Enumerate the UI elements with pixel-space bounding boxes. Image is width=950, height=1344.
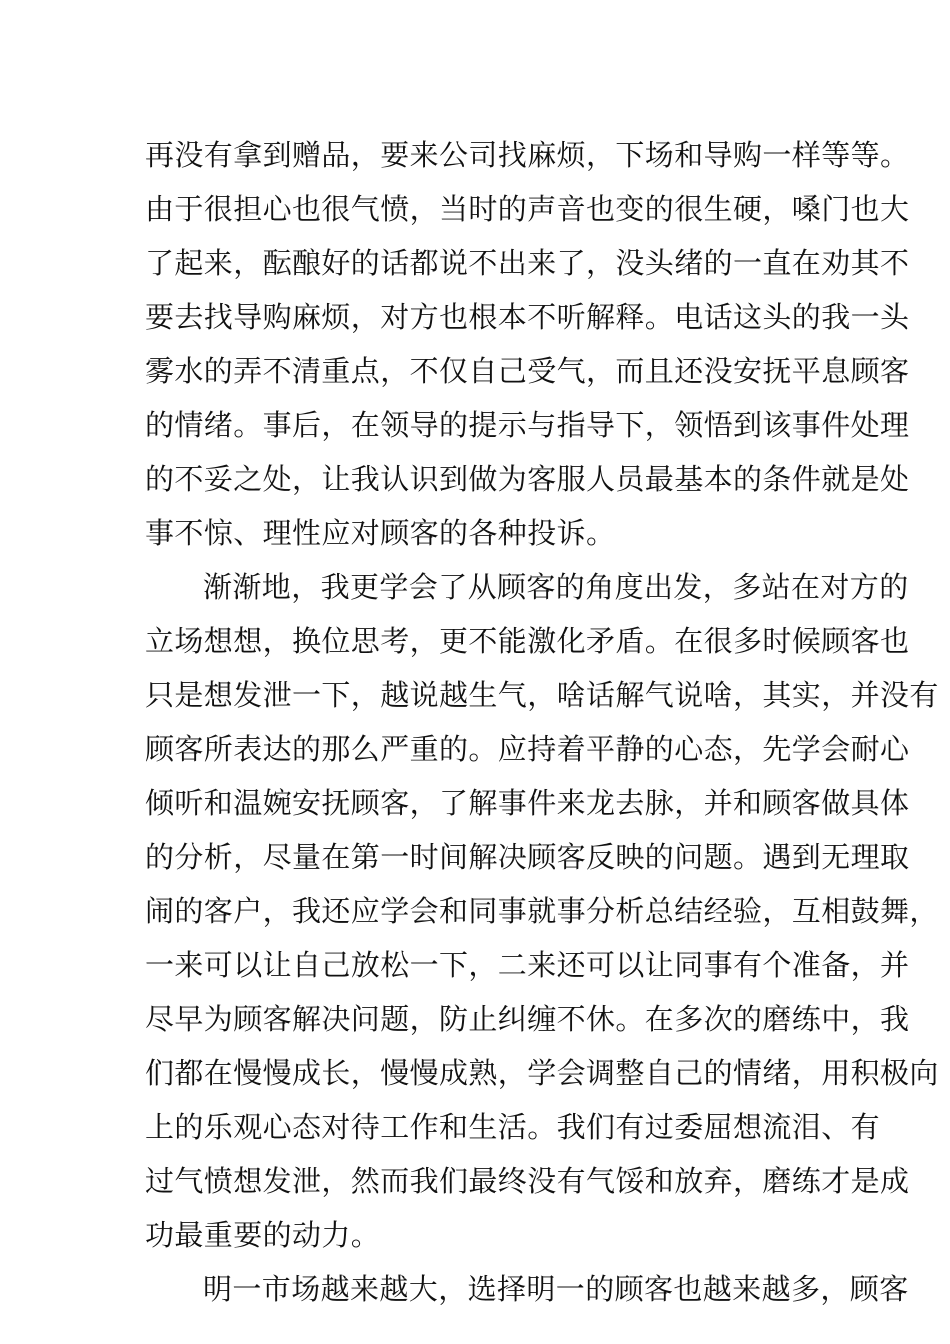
text-line: 事不惊、理性应对顾客的各种投诉。 — [145, 516, 616, 550]
text-line: 功最重要的动力。 — [145, 1218, 381, 1252]
paragraph-start-line: 明一市场越来越大，选择明一的顾客也越来越多，顾客 — [203, 1272, 909, 1306]
text-line: 立场想想，换位思考，更不能激化矛盾。在很多时候顾客也 — [145, 624, 910, 658]
text-line: 上的乐观心态对待工作和生活。我们有过委屈想流泪、有 — [145, 1110, 881, 1144]
text-line: 过气愤想发泄，然而我们最终没有气馁和放弃，磨练才是成 — [145, 1164, 910, 1198]
text-line: 只是想发泄一下，越说越生气，啥话解气说啥，其实，并没有 — [145, 678, 939, 712]
text-line: 再没有拿到赠品，要来公司找麻烦，下场和导购一样等等。 — [145, 138, 910, 172]
text-line: 闹的客户，我还应学会和同事就事分析总结经验，互相鼓舞， — [145, 894, 939, 928]
text-line: 了起来，酝酿好的话都说不出来了，没头绪的一直在劝其不 — [145, 246, 910, 280]
text-line: 的分析，尽量在第一时间解决顾客反映的问题。遇到无理取 — [145, 840, 910, 874]
text-line: 倾听和温婉安抚顾客，了解事件来龙去脉，并和顾客做具体 — [145, 786, 910, 820]
text-line: 一来可以让自己放松一下，二来还可以让同事有个准备，并 — [145, 948, 910, 982]
text-line: 的情绪。事后，在领导的提示与指导下，领悟到该事件处理 — [145, 408, 910, 442]
text-line: 雾水的弄不清重点，不仅自己受气，而且还没安抚平息顾客 — [145, 354, 910, 388]
text-line: 顾客所表达的那么严重的。应持着平静的心态，先学会耐心 — [145, 732, 910, 766]
text-line: 尽早为顾客解决问题，防止纠缠不休。在多次的磨练中，我 — [145, 1002, 910, 1036]
text-line: 要去找导购麻烦，对方也根本不听解释。电话这头的我一头 — [145, 300, 910, 334]
text-line: 的不妥之处，让我认识到做为客服人员最基本的条件就是处 — [145, 462, 910, 496]
text-line: 们都在慢慢成长，慢慢成熟，学会调整自己的情绪，用积极向 — [145, 1056, 939, 1090]
paragraph-start-line: 渐渐地，我更学会了从顾客的角度出发，多站在对方的 — [203, 570, 909, 604]
text-line: 由于很担心也很气愤，当时的声音也变的很生硬，嗓门也大 — [145, 192, 910, 226]
body-text — [145, 128, 939, 1316]
